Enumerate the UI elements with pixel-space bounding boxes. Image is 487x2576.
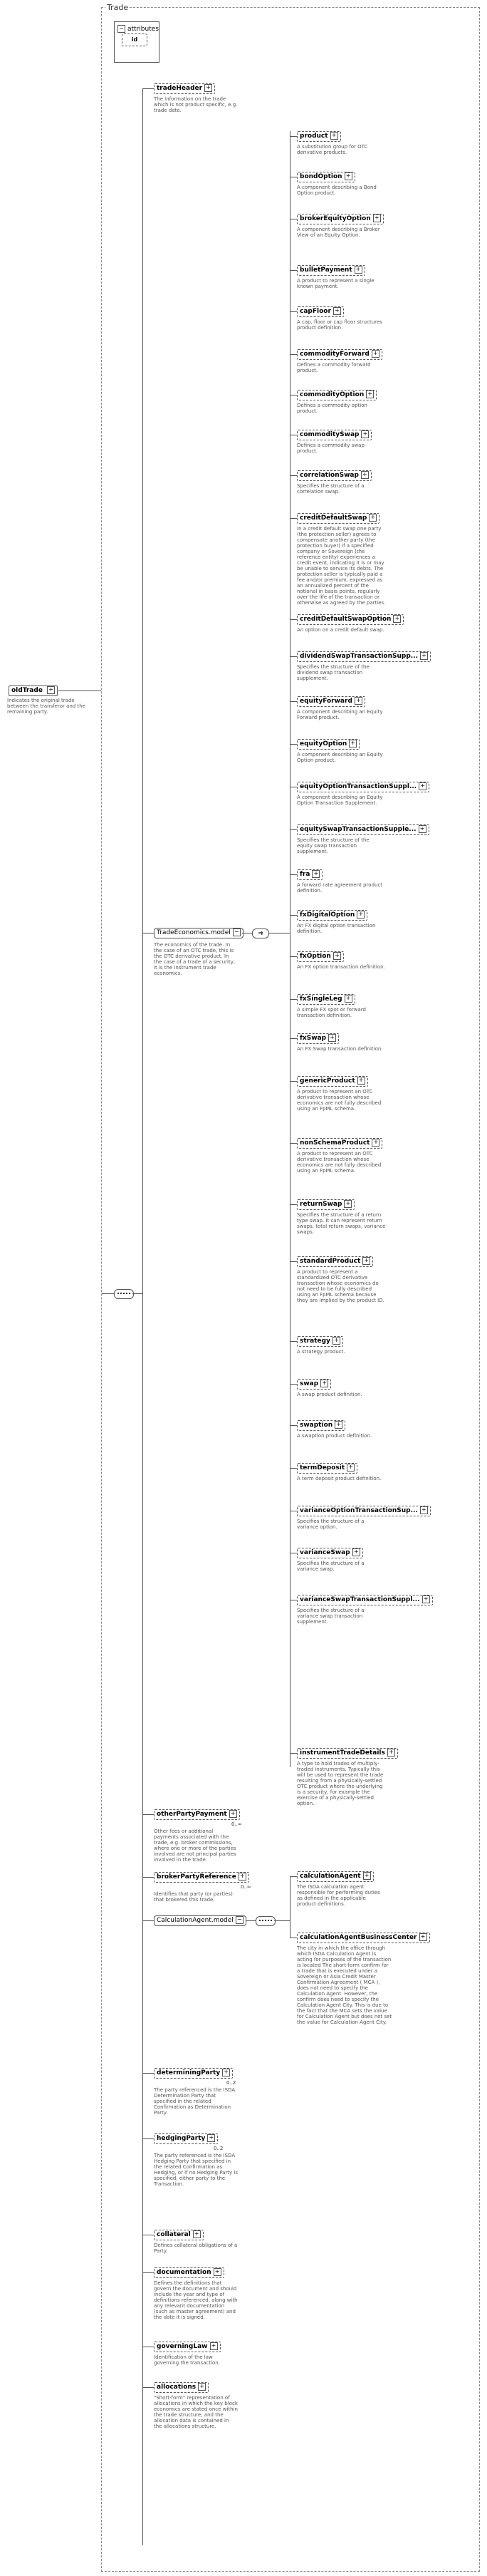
collapse-icon[interactable]: − xyxy=(233,929,241,936)
connector xyxy=(142,88,154,89)
product-element[interactable] xyxy=(297,1506,431,1516)
type-frame-title: Trade xyxy=(107,3,129,12)
product-element-description: A strategy product. xyxy=(297,1349,345,1355)
expand-icon[interactable]: + xyxy=(366,390,374,398)
product-element-description: A substitution group for OTC derivative products. xyxy=(297,144,368,155)
product-element[interactable] xyxy=(297,470,372,481)
product-element[interactable] xyxy=(297,1420,345,1431)
product-element-description: A product to represent a single known payment. xyxy=(297,278,375,289)
expand-icon[interactable]: + xyxy=(419,825,426,833)
connector xyxy=(142,2138,154,2139)
connector xyxy=(290,518,297,519)
product-element-label: standardProduct xyxy=(300,1258,361,1265)
connector xyxy=(290,999,297,1000)
product-element-description: Specifies the structure of the dividend swap transaction supplement. xyxy=(297,664,370,681)
collateral-description: Defines collateral obligations of a Party. xyxy=(154,2243,238,2254)
main-sequence-trunk xyxy=(142,88,143,2545)
connector xyxy=(274,1920,290,1921)
product-element-description: A product to represent an OTC derivative transaction whose economics are not fully described using an FpML schema. xyxy=(297,1089,382,1112)
connector xyxy=(142,2387,154,2388)
expand-icon[interactable]: + xyxy=(312,870,320,878)
product-element-label: fxOption xyxy=(300,953,331,960)
product-element[interactable] xyxy=(297,1199,355,1210)
product-element-label: instrumentTradeDetails xyxy=(300,1749,385,1757)
connector xyxy=(290,656,297,657)
product-element-description: In a credit default swap one party (the protection seller) agrees to compensate another party (the protection buyer) if a specified company or Sovereign (the reference entity) experiences a credit event, indicating it is or may be unable to service its debts. The protection seller is typically paid a fee and/or premium, expressed as an annualized percent of the notional in basis points, regularly over the life of the transaction or otherwise as agreed by the parties. xyxy=(297,526,386,606)
product-element-description: A type to hold trades of multiply-traded instruments. Typically this will be used to represent the trade resulting from a physically-settled OTC product where the underlying is a security, for example the exercise of a physically-settled option. xyxy=(297,1761,384,1806)
expand-icon[interactable]: + xyxy=(47,686,55,694)
calc-agent-sequence xyxy=(256,1916,276,1926)
product-element-description: Specifies the structure of the equity swap transaction supplement. xyxy=(297,837,370,854)
product-element[interactable] xyxy=(297,1595,433,1605)
expand-icon[interactable]: + xyxy=(420,1506,428,1514)
product-element-description: A component describing an Equity Forward product. xyxy=(297,709,383,720)
connector xyxy=(290,744,297,745)
connector xyxy=(290,136,297,137)
product-element-label: commodityOption xyxy=(300,391,365,398)
group-calculation-agent-model[interactable]: CalculationAgent.model − xyxy=(154,1915,246,1926)
product-element[interactable] xyxy=(297,214,384,224)
product-element-label: equityOption xyxy=(300,740,347,748)
broker-party-reference-cardinality: 0..∞ xyxy=(241,1884,251,1890)
trade-header-description: The information on the trade which is not product specific, e.g. trade date. xyxy=(154,96,238,113)
product-element[interactable] xyxy=(297,824,429,835)
attribute-id[interactable]: id xyxy=(122,33,147,46)
expand-icon[interactable]: + xyxy=(363,1872,371,1880)
expand-icon[interactable]: + xyxy=(420,652,428,660)
expand-icon[interactable]: + xyxy=(419,1933,427,1941)
product-element[interactable] xyxy=(297,349,382,360)
product-element-description: A swap product definition. xyxy=(297,1392,362,1397)
element-collateral[interactable]: collateral + xyxy=(154,2230,204,2240)
expand-icon[interactable]: + xyxy=(357,1077,365,1085)
product-element-label: fxSwap xyxy=(300,1035,327,1042)
type-frame xyxy=(101,7,480,2572)
product-element-description: A forward rate agreement product definition. xyxy=(297,882,383,894)
expand-icon[interactable]: + xyxy=(239,1873,246,1881)
product-element-description: Defines a commodity swap product. xyxy=(297,443,365,454)
product-element[interactable] xyxy=(297,651,431,662)
connector xyxy=(290,874,297,875)
element-calculation-agent-business-center[interactable]: calculationAgentBusinessCenter + xyxy=(297,1933,430,1943)
connector xyxy=(290,1038,297,1039)
product-element-description: An FX digital option transaction definition. xyxy=(297,923,376,934)
product-element-label: fxSingleLeg xyxy=(300,995,342,1003)
product-element-description: Defines a commodity forward product. xyxy=(297,362,371,373)
product-element-label: returnSwap xyxy=(300,1201,342,1208)
expand-icon[interactable]: + xyxy=(422,1595,430,1603)
connector xyxy=(290,1468,297,1469)
product-element-description: A product to represent an OTC derivative transaction whose economics are not fully described using an FpML schema. xyxy=(297,1151,382,1174)
product-element-label: bondOption xyxy=(300,173,342,180)
product-element[interactable] xyxy=(297,1256,373,1267)
expand-icon[interactable]: + xyxy=(193,2230,201,2238)
expand-icon[interactable]: + xyxy=(357,911,365,919)
product-element[interactable] xyxy=(297,1336,343,1347)
governing-law-description: Identification of the law governing the transaction. xyxy=(154,2354,220,2366)
product-element-label: strategy xyxy=(300,1338,330,1345)
product-element-label: capFloor xyxy=(300,308,331,315)
connector xyxy=(290,956,297,957)
product-element[interactable] xyxy=(297,1033,339,1044)
root-element-description: Indicates the original trade between the transferor and the remaining party. xyxy=(7,698,85,715)
expand-icon[interactable]: + xyxy=(333,952,341,960)
product-element-description: A simple FX spot or forward transaction definition. xyxy=(297,1007,366,1018)
product-element-label: varianceOptionTransactionSup... xyxy=(300,1507,418,1514)
product-element-label: commoditySwap xyxy=(300,431,360,438)
product-element-label: equityOptionTransactionSuppl... xyxy=(300,783,417,790)
connector xyxy=(290,270,297,271)
product-element-description: Specifies the structure of a variance swap transaction supplement. xyxy=(297,1608,365,1625)
product-element-description: A term deposit product definition. xyxy=(297,1476,382,1481)
product-element-description: A product to represent a standardized OTC derivative transaction whose economics do not need to be fully described using an FpML schema because they are implied by the product ID. xyxy=(297,1269,384,1303)
element-documentation[interactable]: documentation + xyxy=(154,2267,224,2278)
connector xyxy=(246,1920,256,1921)
product-element-label: genericProduct xyxy=(300,1077,355,1085)
product-element-label: creditDefaultSwap xyxy=(300,514,367,522)
product-element-description: Specifies the structure of a variance swap. xyxy=(297,1561,365,1572)
product-element-description: An FX Swap transaction definition. xyxy=(297,1046,383,1052)
broker-party-reference-description: Identifies that party (or parties) that brokered this trade. xyxy=(154,1891,233,1903)
calculation-agent-description: The ISDA calculation agent responsible for performing duties as defined in the applicable product definitions. xyxy=(297,1884,380,1907)
product-element-label: fxDigitalOption xyxy=(300,911,355,919)
element-calculation-agent[interactable]: calculationAgent + xyxy=(297,1871,374,1882)
connector xyxy=(290,475,297,476)
connector xyxy=(142,1877,154,1878)
expand-icon[interactable]: + xyxy=(387,1749,395,1757)
expand-icon[interactable]: + xyxy=(361,430,369,438)
choice-compositor: ⇉ xyxy=(252,929,269,938)
product-element-label: commodityForward xyxy=(300,351,370,358)
product-element-description: A component describing an Equity Option product. xyxy=(297,752,383,763)
connector xyxy=(290,354,297,355)
product-element[interactable] xyxy=(297,430,372,440)
expand-icon[interactable]: + xyxy=(222,2069,230,2076)
connector xyxy=(290,1081,297,1082)
expand-icon[interactable]: + xyxy=(214,2268,221,2276)
expand-icon[interactable]: + xyxy=(229,1810,237,1818)
expand-icon[interactable]: + xyxy=(372,1139,379,1147)
product-element-description: Defines a commodity option product. xyxy=(297,403,367,414)
product-element[interactable] xyxy=(297,614,404,625)
expand-icon[interactable]: + xyxy=(204,84,212,92)
product-element-description: Specifies the structure of a return type swap. It can represent return swaps, total return swaps, variance swaps. xyxy=(297,1212,386,1235)
connector xyxy=(290,1261,297,1262)
element-other-party-payment[interactable]: otherPartyPayment + xyxy=(154,1809,240,1820)
collapse-icon[interactable]: − xyxy=(117,25,125,33)
root-element-old-trade[interactable] xyxy=(9,686,58,696)
product-element[interactable] xyxy=(297,951,344,962)
connector xyxy=(142,2272,154,2273)
product-element-description: Specifies the structure of a variance option. xyxy=(297,1519,365,1530)
root-element-label: oldTrade xyxy=(11,687,43,694)
product-element[interactable] xyxy=(297,1748,398,1759)
expand-icon[interactable]: + xyxy=(373,214,381,222)
product-element-label: fra xyxy=(300,871,310,878)
product-element-label: bulletPayment xyxy=(300,267,352,274)
product-element[interactable] xyxy=(297,994,355,1005)
product-element[interactable] xyxy=(297,306,344,317)
product-element-description: A component describing a Bond Option product. xyxy=(297,185,377,196)
connector-seq-to-trunk xyxy=(132,1293,142,1294)
expand-icon[interactable]: + xyxy=(207,2134,215,2142)
connector xyxy=(290,701,297,702)
trade-economics-description: The economics of the trade. In the case of an OTC trade, this is the OTC derivative product. In the case of a trade of a security, it is the instrument trade economics. xyxy=(154,942,236,976)
product-element-label: varianceSwapTransactionSuppl... xyxy=(300,1596,420,1603)
product-element[interactable] xyxy=(297,1138,382,1149)
product-element[interactable] xyxy=(297,869,323,880)
other-party-payment-cardinality: 0..∞ xyxy=(231,1821,242,1827)
expand-icon[interactable]: + xyxy=(362,1257,370,1265)
product-element[interactable] xyxy=(297,1379,331,1390)
expand-icon[interactable]: + xyxy=(349,740,357,748)
connector xyxy=(142,1814,154,1815)
expand-icon[interactable]: + xyxy=(330,132,338,140)
expand-icon[interactable]: + xyxy=(352,1548,360,1556)
product-element[interactable] xyxy=(297,265,365,276)
expand-icon[interactable]: + xyxy=(210,2342,218,2350)
element-trade-header[interactable]: tradeHeader + xyxy=(154,83,215,94)
connector xyxy=(290,915,297,916)
connector xyxy=(290,1384,297,1385)
product-element-label: equitySwapTransactionSupple... xyxy=(300,826,417,833)
connector xyxy=(142,1920,154,1921)
product-element-description: A cap, floor or cap floor structures product definition. xyxy=(297,319,382,331)
product-element-description: An FX option transaction definition. xyxy=(297,964,385,970)
connector xyxy=(290,829,297,830)
determining-party-description: The party referenced is the ISDA Determination Party that specified in the related Confirmation as Determination Party. xyxy=(154,2087,236,2116)
expand-icon[interactable]: + xyxy=(347,1464,355,1471)
connector xyxy=(142,2073,154,2074)
product-element[interactable] xyxy=(297,1463,357,1474)
expand-icon[interactable]: + xyxy=(355,266,362,274)
product-element-description: Specifies the structure of a correlation swap. xyxy=(297,483,365,495)
product-element-label: correlationSwap xyxy=(300,472,359,479)
product-element[interactable] xyxy=(297,1548,363,1558)
product-element[interactable] xyxy=(297,910,367,921)
product-element[interactable] xyxy=(297,739,360,750)
expand-icon[interactable]: + xyxy=(393,615,401,623)
product-element-label: swaption xyxy=(300,1422,333,1429)
product-element-description: A component describing a Broker View of an Equity Option. xyxy=(297,227,380,238)
product-element-description: A component describing an Equity Option Transaction Supplement. xyxy=(297,795,383,806)
connector xyxy=(290,1143,297,1144)
allocations-description: "Short-form" representation of allocations in which the key block economics are stated once within the trade structure, and the allocation data is contained in the allocations structure. xyxy=(154,2395,238,2429)
product-element-label: termDeposit xyxy=(300,1464,345,1471)
product-element-description: A swaption product definition. xyxy=(297,1433,372,1439)
element-governing-law[interactable]: governingLaw + xyxy=(154,2342,221,2352)
expand-icon[interactable]: + xyxy=(320,1380,328,1387)
product-element-description: An option on a credit default swap. xyxy=(297,627,384,633)
hedging-party-description: The party referenced is the ISDA Hedging Party that specified in the related Confirmation as Hedging, or if no Hedging Party is specified, either party to the Transaction. xyxy=(154,2153,238,2187)
hedging-party-cardinality: 0..2 xyxy=(214,2146,224,2151)
expand-icon[interactable]: + xyxy=(328,1034,336,1042)
determining-party-cardinality: 0..2 xyxy=(226,2080,236,2086)
expand-icon[interactable]: + xyxy=(361,471,369,479)
expand-icon[interactable]: + xyxy=(345,995,352,1003)
main-sequence-compositor xyxy=(114,1289,134,1299)
expand-icon[interactable]: + xyxy=(372,350,379,358)
product-element-label: creditDefaultSwapOption xyxy=(300,616,392,623)
product-element-label: varianceSwap xyxy=(300,1549,350,1556)
element-broker-party-reference[interactable]: brokerPartyReference + xyxy=(154,1872,249,1883)
expand-icon[interactable]: + xyxy=(355,697,362,705)
product-element-label: product xyxy=(300,133,328,140)
product-element[interactable] xyxy=(297,1076,368,1087)
expand-icon[interactable]: + xyxy=(419,782,426,790)
product-element[interactable] xyxy=(297,390,377,400)
other-party-payment-description: Other fees or additional payments associated with the trade, e.g. broker commissions, where one or more of the parties involved are not principal parties involved in the trade. xyxy=(154,1828,236,1863)
expand-icon[interactable]: + xyxy=(332,1337,340,1345)
expand-icon[interactable]: + xyxy=(345,172,352,180)
calculation-agent-business-center-description: The city in which the office through which ISDA Calculation Agent is acting for purposes of the transaction is located The short-form confirm for a trade that is executed under a Sovereign or Asia Credit Master Confirmation Agreement ( MCA ), does not need to specify the Calculation Agent. However, the confirm does need to specify the Calculation Agent City. This is due to the fact that the MCA sets the value for Calculation Agent but does not set the value for Calculation Agent City. xyxy=(297,1945,392,2025)
product-element-label: brokerEquityOption xyxy=(300,215,371,222)
expand-icon[interactable]: + xyxy=(198,2383,206,2391)
product-element-label: dividendSwapTransactionSupp... xyxy=(300,653,419,660)
connector xyxy=(290,1425,297,1426)
expand-icon[interactable]: + xyxy=(333,307,341,315)
connector xyxy=(290,1876,297,1877)
product-element[interactable] xyxy=(297,513,379,524)
element-hedging-party[interactable]: hedgingParty + xyxy=(154,2133,218,2144)
element-allocations[interactable]: allocations + xyxy=(154,2382,209,2393)
group-trade-economics-model[interactable]: TradeEconomics.model − xyxy=(154,928,244,938)
connector xyxy=(290,311,297,312)
connector-frame-to-sequence xyxy=(102,1293,114,1294)
product-element[interactable] xyxy=(297,172,355,182)
attributes-header: − attributes xyxy=(117,25,159,33)
product-element-label: swap xyxy=(300,1380,319,1387)
product-element-label: nonSchemaProduct xyxy=(300,1139,370,1147)
expand-icon[interactable]: + xyxy=(344,1200,352,1208)
connector xyxy=(290,619,297,620)
expand-icon[interactable]: + xyxy=(369,514,377,522)
product-element[interactable] xyxy=(297,696,365,707)
connector xyxy=(290,1341,297,1342)
expand-icon[interactable]: + xyxy=(335,1421,342,1429)
element-determining-party[interactable]: determiningParty + xyxy=(154,2068,233,2079)
connector xyxy=(290,1753,297,1754)
attributes-box xyxy=(114,21,159,63)
connector xyxy=(290,1204,297,1205)
connector-root-to-frame xyxy=(58,690,101,691)
product-element-label: equityForward xyxy=(300,698,352,705)
product-element[interactable] xyxy=(297,782,429,792)
product-element[interactable] xyxy=(297,131,341,142)
documentation-description: Defines the definitions that govern the document and should include the year and type of definitions referenced, along with any relevant documentation (such as master agreement) and the date it is signed. xyxy=(154,2280,238,2320)
collapse-icon[interactable]: − xyxy=(236,1916,244,1924)
